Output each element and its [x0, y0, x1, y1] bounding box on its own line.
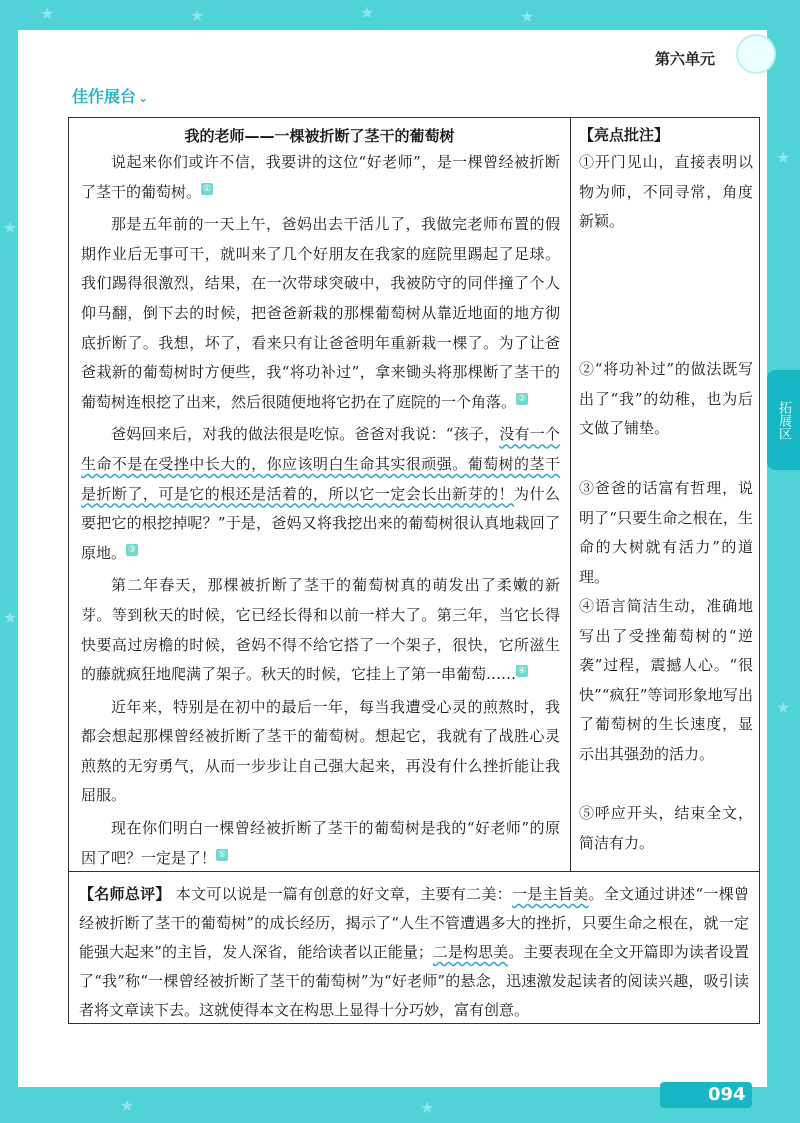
- teacher-summary: 【名师总评】 本文可以说是一篇有创意的好文章，主要有二美：一是主旨美。全文通过讲述“一棵曾经被折断了茎干的葡萄树”的成长经历，揭示了“人生不管遭遇多大的挫折，只要生命之根在，就一定能强大起来”的主旨，发人深省，能给读者以正能量；二是构思美。主要表现在全文开篇即为读者设置了“我”称“一棵曾经被折断了茎干的葡萄树”为“好老师”的悬念，迅速激发起读者的阅读兴趣，吸引读者将文章读下去。这就使得本文在构思上显得十分巧妙，富有创意。: [68, 872, 760, 1024]
- essay-body: [69, 148, 570, 873]
- annotation-marker-icon: ①: [202, 183, 212, 194]
- right-frame-border: [767, 0, 800, 1123]
- summary-highlight: 一是主旨美: [512, 885, 589, 903]
- star-decoration-icon: ★: [40, 4, 55, 23]
- annotation-marker-icon: ③: [127, 544, 137, 555]
- essay-paragraph: 说起来你们或许不信，我要讲的这位“好老师”，是一棵曾经被折断了茎干的葡萄树。 ①: [81, 153, 560, 201]
- star-decoration-icon: ★: [360, 3, 375, 22]
- star-decoration-icon: ★: [776, 148, 791, 167]
- wavy-underlined-quote: 没有一个生命不是在受挫中长大的，你应该明白生命其实很顽强。葡萄树的茎干是折断了，可是它的根还是活着的，所以它一定会长出新芽的！: [81, 425, 560, 503]
- star-decoration-icon: ★: [520, 7, 535, 26]
- star-decoration-icon: ★: [776, 698, 791, 717]
- annotation-marker-icon: ②: [517, 393, 527, 404]
- top-frame-border: [0, 0, 800, 30]
- essay-paragraph: 第二年春天，那棵被折断了茎干的葡萄树真的萌发出了柔嫩的新芽。等到秋天的时候，它已经长得和以前一样大了。第三年，当它长得快要高过房檐的时候，爸妈不得不给它搭了一个架子，很快，它所滋生的藤就疯狂地爬满了架子。秋天的时候，它挂上了第一串葡萄…… ④: [81, 576, 560, 684]
- note-item: ③爸爸的话富有哲理，说明了“只要生命之根在，生命的大树就有活力”的道理。: [579, 479, 753, 586]
- unit-title: 第六单元: [655, 50, 716, 68]
- notes-header: 【亮点批注】: [579, 126, 670, 144]
- note-item: ②“将功补过”的做法既写出了“我”的幼稚，也为后文做了铺垫。: [579, 360, 753, 438]
- essay-table: [68, 117, 760, 872]
- star-decoration-icon: ★: [3, 218, 18, 237]
- note-item: ④语言简洁生动，准确地写出了受挫葡萄树的“逆袭”过程，震撼人心。“很快”“疯狂”等词形象地写出了葡萄树的生长速度，显示出其强劲的活力。: [579, 597, 753, 763]
- section-header: [72, 84, 148, 107]
- summary-highlight: 二是构思美: [432, 943, 509, 961]
- essay-column: [69, 118, 571, 871]
- section-header-label: 佳作展台: [72, 87, 137, 106]
- essay-paragraph: 那是五年前的一天上午，爸妈出去干活儿了，我做完老师布置的假期作业后无事可干，就叫来了几个好朋友在我家的庭院里踢起了足球。我们踢得很激烈，结果，在一次带球突破中，我被防守的同伴撞了个人仰马翻，倒下去的时候，把爸爸新栽的那棵葡萄树从靠近地面的地方彻底折断了。我想，坏了，看来只有让爸爸明年重新栽一棵了。为了让爸爸栽新的葡萄树时方便些，我“将功补过”，拿来锄头将那棵断了茎干的葡萄树连根挖了出来，然后很随便地将它扔在了庭院的一个角落。 ②: [81, 215, 560, 411]
- essay-paragraph: 爸妈回来后，对我的做法很是吃惊。爸爸对我说：“孩子，没有一个生命不是在受挫中长大的，你应该明白生命其实很顽强。葡萄树的茎干是折断了，可是它的根还是活着的，所以它一定会长出新芽的！为什么要把它的根挖掉呢？”于是，爸妈又将我挖出来的葡萄树很认真地栽回了原地。 ③: [81, 425, 560, 562]
- star-decoration-icon: ★: [420, 1098, 435, 1117]
- essay-paragraph: 现在你们明白一棵曾经被折断了茎干的葡萄树是我的“好老师”的原因了吧？一定是了！ ⑤: [81, 819, 560, 867]
- star-decoration-icon: ★: [190, 6, 205, 25]
- note-item: ①开门见山，直接表明以物为师，不同寻常，角度新颖。: [579, 153, 753, 231]
- annotation-marker-icon: ④: [517, 666, 527, 677]
- page-number-value: 094: [708, 1084, 746, 1105]
- annotation-marker-icon: ⑤: [217, 849, 227, 860]
- chevron-down-icon: ⌄: [138, 91, 149, 105]
- star-decoration-icon: ★: [3, 608, 18, 627]
- notes-column: [571, 118, 759, 871]
- summary-label: 【名师总评】: [79, 885, 171, 903]
- left-frame-border: [0, 0, 18, 1123]
- side-tab-extension[interactable]: 拓展区: [767, 370, 800, 470]
- page-number: [660, 1082, 752, 1108]
- essay-paragraph: 近年来，特别是在初中的最后一年，每当我遭受心灵的煎熬时，我都会想起那棵曾经被折断了茎干的葡萄树。想起它，我就有了战胜心灵煎熬的无穷勇气，从而一步步让自己强大起来，再没有什么挫折能让我屈服。: [81, 697, 560, 805]
- star-decoration-icon: ★: [120, 1096, 135, 1115]
- unit-badge-icon: [736, 34, 776, 74]
- note-item: ⑤呼应开头，结束全文，简洁有力。: [579, 804, 753, 852]
- essay-title: 我的老师——一棵被折断了茎干的葡萄树: [184, 127, 455, 145]
